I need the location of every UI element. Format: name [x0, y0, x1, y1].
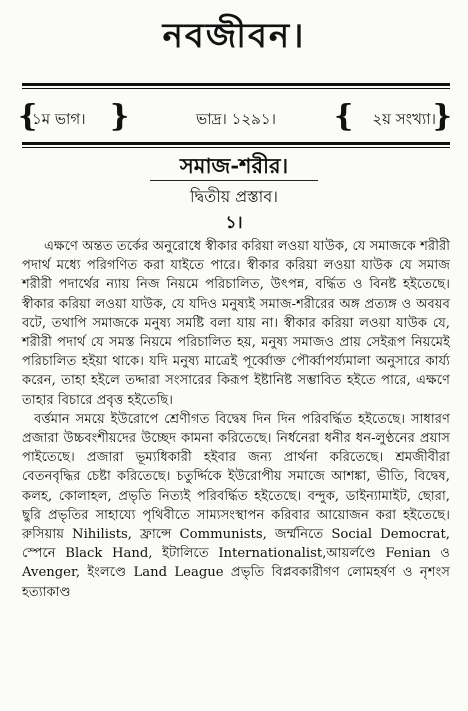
divider-rule-thin: [22, 147, 450, 148]
section-number: ১।: [225, 213, 243, 233]
article-body: [22, 237, 450, 602]
top-rule-thick: [22, 83, 450, 86]
volume-close-brace: }: [110, 99, 130, 134]
left-brace: {: [18, 99, 38, 134]
article-title: সমাজ-শরীর।: [179, 153, 289, 178]
volume-label: ১ম ভাগ।: [32, 110, 86, 128]
paragraph-2: বর্ত্তমান সময়ে ইউরোপে শ্রেণীগত বিদ্বেষ দিন দিন পরিবর্দ্ধিত হইতেছে। সাধারণ প্রজারা উচ্চবংশীয়দের উচ্ছেদ কামনা করিতেছে। নির্ধনেরা ধনীর ধন-লুণ্ঠনের প্রয়াস পাইতেছে। প্রজারা ভূম্যধিকারী হইবার জন্য প্রার্থনা করিতেছে। শ্রমজীবীরা বেতনবৃদ্ধির চেষ্টা করিতেছে। চতুর্দ্দিকে ইউরোপীয় সমাজে আশঙ্কা, ভীতি, বিদ্বেষ, কলহ, কোলাহল, প্রভৃতি নিত্যই পরিবর্দ্ধিত হইতেছে। বন্দুক, ডাইন্যামাইট, ছোরা, ছুরি প্রভৃতির সাহায্যে পৃথিবীতে সাম্যসংস্থাপন করিবার আয়োজন করা হইতেছে। রুসিয়ায় Nihilists, ফ্রান্সে Communists, জর্ম্মনিতে Social Democrat, স্পেনে Black Hand, ইটালিতে Internationalist,আয়র্লণ্ডে Fenian ও Avenger, ইংলণ্ডে Land League প্রভৃতি বিপ্লবকারীগণ লোমহর্ষণ ও নৃশংস হত্যাকাণ্ড: [22, 411, 450, 600]
article-subtitle: দ্বিতীয় প্রস্তাব।: [190, 187, 278, 206]
right-brace: }: [432, 99, 452, 134]
title-underline: [150, 180, 318, 181]
issue-info-bar: [18, 98, 452, 138]
divider-rule-thick: [22, 142, 450, 145]
paragraph-1: এক্ষণে অন্তত তর্কের অনুরোধে স্বীকার করিয়া লওয়া যাউক, যে সমাজকে শরীরী পদার্থ মধ্যে পরিগণিত করা যাইতে পারে। স্বীকার করিয়া লওয়া যাউক যে সমাজ শরীরী পদার্থের ন্যায় নিজ নিয়মে পরিচালিত, উৎপন্ন, বর্দ্ধিত ও বিনষ্ট হইতেছে। স্বীকার করিয়া লওয়া যাউক, যে যদিও মনুষ্যই সমাজ-শরীরের অঙ্গ প্রত্যঙ্গ ও অবয়ব বটে, তথাপি সমাজকে মনুষ্য সমষ্টি বলা যায় না। স্বীকার করিয়া লওয়া যাউক যে, শরীরী পদার্থ যে সমস্ত নিয়মে পরিচালিত হয়, মনুষ্য সমাজও প্রায় সেইরূপ নিয়মেই পরিচালিত হইয়া থাকে। যদি মনুষ্য মাত্রেই পূর্ব্বোক্ত পৌর্ব্বাপর্য্যমালা অনুসারে কার্য্য করেন, তাহা হইলে তদ্দারা সংসারের কিরূপ ইষ্টানিষ্ট সম্ভাবিত হইতে পারে, এক্ষণে তাহার বিচারে প্রবৃত্ত হইতেছি।: [22, 239, 450, 408]
top-rule-thin: [22, 88, 450, 89]
date-label: ভাদ্র। ১২৯১।: [196, 110, 276, 128]
issue-label: ২য় সংখ্যা।: [372, 110, 436, 128]
issue-open-brace: {: [334, 99, 354, 134]
masthead-title: নবজীবন।: [162, 16, 306, 56]
